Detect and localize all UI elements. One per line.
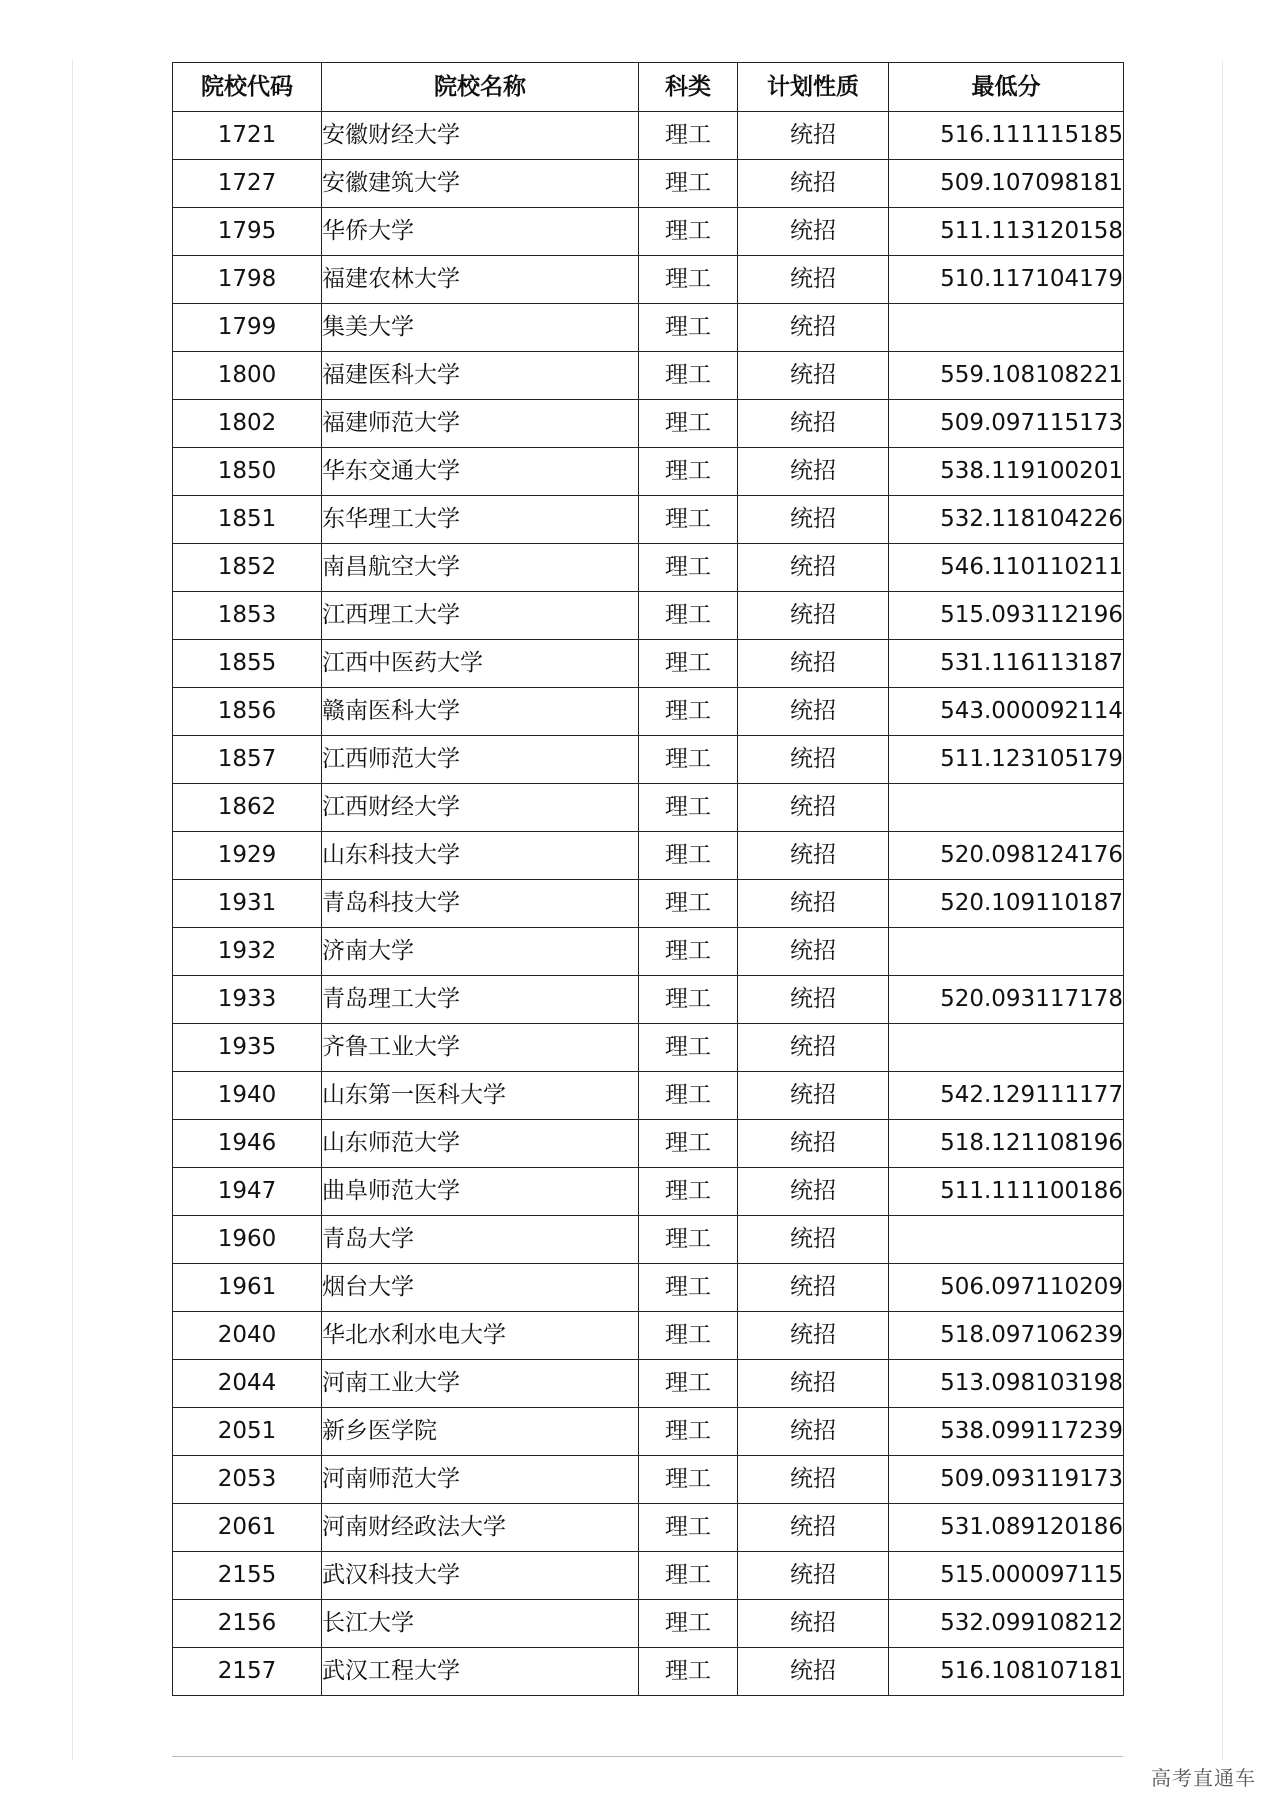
category-cell: 理工 — [639, 304, 738, 352]
category-cell: 理工 — [639, 880, 738, 928]
school-code-cell: 1947 — [173, 1168, 322, 1216]
school-name-cell: 河南财经政法大学 — [322, 1504, 639, 1552]
plan-type-cell: 统招 — [738, 1600, 889, 1648]
plan-type-cell: 统招 — [738, 928, 889, 976]
min-score-cell: 543.000092114 — [889, 688, 1124, 736]
header-category: 科类 — [639, 63, 738, 112]
school-name-cell: 河南师范大学 — [322, 1456, 639, 1504]
school-code-cell: 1862 — [173, 784, 322, 832]
table-row — [173, 112, 1124, 160]
category-cell: 理工 — [639, 352, 738, 400]
table-row — [173, 1264, 1124, 1312]
admission-score-table — [172, 62, 1124, 1696]
school-code-cell: 1721 — [173, 112, 322, 160]
min-score-cell: 510.117104179 — [889, 256, 1124, 304]
plan-type-cell: 统招 — [738, 976, 889, 1024]
school-code-cell: 1851 — [173, 496, 322, 544]
category-cell: 理工 — [639, 1216, 738, 1264]
table-row — [173, 496, 1124, 544]
plan-type-cell: 统招 — [738, 1216, 889, 1264]
school-code-cell: 1795 — [173, 208, 322, 256]
school-code-cell: 2051 — [173, 1408, 322, 1456]
school-name-cell: 曲阜师范大学 — [322, 1168, 639, 1216]
school-code-cell: 2156 — [173, 1600, 322, 1648]
school-name-cell: 齐鲁工业大学 — [322, 1024, 639, 1072]
min-score-cell: 532.118104226 — [889, 496, 1124, 544]
min-score-cell: 509.093119173 — [889, 1456, 1124, 1504]
plan-type-cell: 统招 — [738, 1456, 889, 1504]
page-edge-right — [1222, 60, 1223, 1760]
category-cell: 理工 — [639, 256, 738, 304]
min-score-cell: 559.108108221 — [889, 352, 1124, 400]
school-code-cell: 1960 — [173, 1216, 322, 1264]
school-name-cell: 福建师范大学 — [322, 400, 639, 448]
min-score-cell — [889, 784, 1124, 832]
table-row — [173, 208, 1124, 256]
table-row — [173, 1168, 1124, 1216]
category-cell: 理工 — [639, 496, 738, 544]
table-row — [173, 1120, 1124, 1168]
min-score-cell: 532.099108212 — [889, 1600, 1124, 1648]
school-code-cell: 2040 — [173, 1312, 322, 1360]
plan-type-cell: 统招 — [738, 256, 889, 304]
min-score-cell: 509.107098181 — [889, 160, 1124, 208]
plan-type-cell: 统招 — [738, 496, 889, 544]
plan-type-cell: 统招 — [738, 544, 889, 592]
table-row — [173, 1552, 1124, 1600]
table-row — [173, 976, 1124, 1024]
plan-type-cell: 统招 — [738, 160, 889, 208]
school-code-cell: 1856 — [173, 688, 322, 736]
header-plan-type: 计划性质 — [738, 63, 889, 112]
table-row — [173, 352, 1124, 400]
table-row — [173, 1312, 1124, 1360]
table-row — [173, 1456, 1124, 1504]
school-code-cell: 2044 — [173, 1360, 322, 1408]
school-name-cell: 青岛科技大学 — [322, 880, 639, 928]
category-cell: 理工 — [639, 400, 738, 448]
plan-type-cell: 统招 — [738, 1120, 889, 1168]
category-cell: 理工 — [639, 112, 738, 160]
category-cell: 理工 — [639, 688, 738, 736]
min-score-cell: 542.129111177 — [889, 1072, 1124, 1120]
footer-rule — [172, 1756, 1123, 1757]
header-school-name: 院校名称 — [322, 63, 639, 112]
school-name-cell: 赣南医科大学 — [322, 688, 639, 736]
school-code-cell: 1932 — [173, 928, 322, 976]
min-score-cell — [889, 928, 1124, 976]
table-row — [173, 160, 1124, 208]
school-code-cell: 2157 — [173, 1648, 322, 1696]
school-name-cell: 烟台大学 — [322, 1264, 639, 1312]
school-code-cell: 1853 — [173, 592, 322, 640]
category-cell: 理工 — [639, 1360, 738, 1408]
min-score-cell: 520.098124176 — [889, 832, 1124, 880]
min-score-cell: 531.116113187 — [889, 640, 1124, 688]
category-cell: 理工 — [639, 1408, 738, 1456]
table-row — [173, 1504, 1124, 1552]
plan-type-cell: 统招 — [738, 640, 889, 688]
min-score-cell: 516.111115185 — [889, 112, 1124, 160]
plan-type-cell: 统招 — [738, 736, 889, 784]
school-name-cell: 长江大学 — [322, 1600, 639, 1648]
school-code-cell: 1933 — [173, 976, 322, 1024]
table-row — [173, 688, 1124, 736]
table-row — [173, 784, 1124, 832]
school-name-cell: 华北水利水电大学 — [322, 1312, 639, 1360]
table-row — [173, 448, 1124, 496]
category-cell: 理工 — [639, 208, 738, 256]
category-cell: 理工 — [639, 1504, 738, 1552]
plan-type-cell: 统招 — [738, 1024, 889, 1072]
category-cell: 理工 — [639, 976, 738, 1024]
school-name-cell: 华东交通大学 — [322, 448, 639, 496]
plan-type-cell: 统招 — [738, 1360, 889, 1408]
school-name-cell: 福建医科大学 — [322, 352, 639, 400]
category-cell: 理工 — [639, 448, 738, 496]
table-row — [173, 592, 1124, 640]
school-code-cell: 1798 — [173, 256, 322, 304]
school-name-cell: 山东第一医科大学 — [322, 1072, 639, 1120]
table-row — [173, 1216, 1124, 1264]
min-score-cell: 518.121108196 — [889, 1120, 1124, 1168]
table-body — [173, 112, 1124, 1696]
table-row — [173, 1600, 1124, 1648]
category-cell: 理工 — [639, 1648, 738, 1696]
min-score-cell: 538.099117239 — [889, 1408, 1124, 1456]
category-cell: 理工 — [639, 1120, 738, 1168]
plan-type-cell: 统招 — [738, 784, 889, 832]
school-name-cell: 安徽财经大学 — [322, 112, 639, 160]
plan-type-cell: 统招 — [738, 1168, 889, 1216]
school-code-cell: 1946 — [173, 1120, 322, 1168]
school-code-cell: 1857 — [173, 736, 322, 784]
plan-type-cell: 统招 — [738, 400, 889, 448]
table-row — [173, 1408, 1124, 1456]
plan-type-cell: 统招 — [738, 1504, 889, 1552]
category-cell: 理工 — [639, 928, 738, 976]
min-score-cell: 506.097110209 — [889, 1264, 1124, 1312]
plan-type-cell: 统招 — [738, 208, 889, 256]
school-name-cell: 江西师范大学 — [322, 736, 639, 784]
plan-type-cell: 统招 — [738, 592, 889, 640]
school-code-cell: 1802 — [173, 400, 322, 448]
header-min-score: 最低分 — [889, 63, 1124, 112]
school-name-cell: 山东科技大学 — [322, 832, 639, 880]
table-header — [173, 63, 1124, 112]
min-score-cell: 515.000097115 — [889, 1552, 1124, 1600]
table-row — [173, 928, 1124, 976]
school-code-cell: 1799 — [173, 304, 322, 352]
school-name-cell: 江西财经大学 — [322, 784, 639, 832]
school-name-cell: 新乡医学院 — [322, 1408, 639, 1456]
school-code-cell: 1800 — [173, 352, 322, 400]
header-school-code: 院校代码 — [173, 63, 322, 112]
table-row — [173, 1648, 1124, 1696]
school-code-cell: 1852 — [173, 544, 322, 592]
category-cell: 理工 — [639, 832, 738, 880]
min-score-cell: 511.111100186 — [889, 1168, 1124, 1216]
school-name-cell: 河南工业大学 — [322, 1360, 639, 1408]
school-name-cell: 武汉科技大学 — [322, 1552, 639, 1600]
table-row — [173, 544, 1124, 592]
school-name-cell: 江西中医药大学 — [322, 640, 639, 688]
plan-type-cell: 统招 — [738, 304, 889, 352]
plan-type-cell: 统招 — [738, 112, 889, 160]
category-cell: 理工 — [639, 784, 738, 832]
school-code-cell: 1855 — [173, 640, 322, 688]
category-cell: 理工 — [639, 1312, 738, 1360]
school-code-cell: 2053 — [173, 1456, 322, 1504]
school-name-cell: 山东师范大学 — [322, 1120, 639, 1168]
category-cell: 理工 — [639, 1264, 738, 1312]
school-name-cell: 安徽建筑大学 — [322, 160, 639, 208]
table-row — [173, 640, 1124, 688]
school-name-cell: 福建农林大学 — [322, 256, 639, 304]
plan-type-cell: 统招 — [738, 1072, 889, 1120]
table-row — [173, 832, 1124, 880]
table-row — [173, 736, 1124, 784]
category-cell: 理工 — [639, 160, 738, 208]
min-score-cell: 538.119100201 — [889, 448, 1124, 496]
min-score-cell: 515.093112196 — [889, 592, 1124, 640]
school-name-cell: 青岛理工大学 — [322, 976, 639, 1024]
min-score-cell: 511.113120158 — [889, 208, 1124, 256]
school-code-cell: 1929 — [173, 832, 322, 880]
school-code-cell: 1935 — [173, 1024, 322, 1072]
school-name-cell: 青岛大学 — [322, 1216, 639, 1264]
plan-type-cell: 统招 — [738, 1312, 889, 1360]
category-cell: 理工 — [639, 1600, 738, 1648]
plan-type-cell: 统招 — [738, 1408, 889, 1456]
table-row — [173, 1072, 1124, 1120]
plan-type-cell: 统招 — [738, 1552, 889, 1600]
school-name-cell: 武汉工程大学 — [322, 1648, 639, 1696]
table-row — [173, 1360, 1124, 1408]
school-name-cell: 南昌航空大学 — [322, 544, 639, 592]
page-edge-left — [72, 60, 73, 1760]
school-code-cell: 1727 — [173, 160, 322, 208]
category-cell: 理工 — [639, 1024, 738, 1072]
min-score-cell: 520.093117178 — [889, 976, 1124, 1024]
min-score-cell: 531.089120186 — [889, 1504, 1124, 1552]
category-cell: 理工 — [639, 1552, 738, 1600]
school-name-cell: 集美大学 — [322, 304, 639, 352]
plan-type-cell: 统招 — [738, 1264, 889, 1312]
school-name-cell: 济南大学 — [322, 928, 639, 976]
min-score-cell: 511.123105179 — [889, 736, 1124, 784]
category-cell: 理工 — [639, 1072, 738, 1120]
min-score-cell — [889, 304, 1124, 352]
school-code-cell: 1940 — [173, 1072, 322, 1120]
school-code-cell: 2155 — [173, 1552, 322, 1600]
table-row — [173, 1024, 1124, 1072]
min-score-cell: 513.098103198 — [889, 1360, 1124, 1408]
category-cell: 理工 — [639, 640, 738, 688]
category-cell: 理工 — [639, 1168, 738, 1216]
school-code-cell: 2061 — [173, 1504, 322, 1552]
school-name-cell: 华侨大学 — [322, 208, 639, 256]
min-score-cell — [889, 1216, 1124, 1264]
min-score-cell: 518.097106239 — [889, 1312, 1124, 1360]
plan-type-cell: 统招 — [738, 352, 889, 400]
category-cell: 理工 — [639, 1456, 738, 1504]
plan-type-cell: 统招 — [738, 448, 889, 496]
plan-type-cell: 统招 — [738, 880, 889, 928]
min-score-cell: 509.097115173 — [889, 400, 1124, 448]
min-score-cell: 516.108107181 — [889, 1648, 1124, 1696]
header-row — [173, 63, 1124, 112]
school-name-cell: 江西理工大学 — [322, 592, 639, 640]
category-cell: 理工 — [639, 592, 738, 640]
table-row — [173, 256, 1124, 304]
min-score-cell — [889, 1024, 1124, 1072]
plan-type-cell: 统招 — [738, 832, 889, 880]
school-code-cell: 1850 — [173, 448, 322, 496]
plan-type-cell: 统招 — [738, 1648, 889, 1696]
category-cell: 理工 — [639, 544, 738, 592]
watermark: 高考直通车 — [1151, 1766, 1256, 1790]
table-row — [173, 880, 1124, 928]
min-score-cell: 520.109110187 — [889, 880, 1124, 928]
category-cell: 理工 — [639, 736, 738, 784]
table-row — [173, 304, 1124, 352]
school-code-cell: 1931 — [173, 880, 322, 928]
school-code-cell: 1961 — [173, 1264, 322, 1312]
plan-type-cell: 统招 — [738, 688, 889, 736]
school-name-cell: 东华理工大学 — [322, 496, 639, 544]
table-row — [173, 400, 1124, 448]
min-score-cell: 546.110110211 — [889, 544, 1124, 592]
